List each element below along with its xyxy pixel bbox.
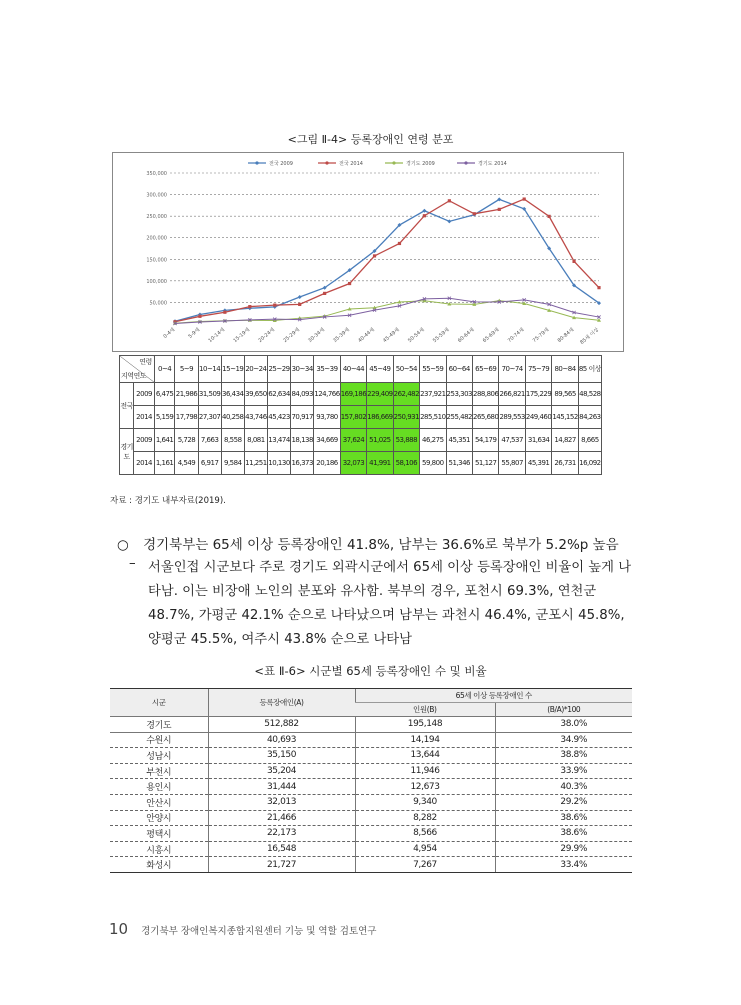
value-cell: 157,802 — [340, 406, 366, 429]
figure-title: <그림 Ⅱ-4> 등록장애인 연령 분포 — [287, 133, 454, 146]
table-row — [110, 826, 632, 842]
table-row — [110, 763, 632, 779]
table-row — [110, 717, 632, 733]
x-tick-label: 85세 이상 — [579, 326, 601, 346]
legend-label: 경기도 2014 — [478, 161, 507, 167]
legend-label: 전국 2014 — [339, 161, 363, 167]
age-header: 35~39 — [314, 356, 340, 383]
cell-ratio: 38.6% — [495, 810, 632, 826]
cell-registered: 16,548 — [208, 841, 355, 857]
cell-ratio: 29.2% — [495, 794, 632, 810]
value-cell: 8,558 — [221, 429, 244, 452]
value-cell: 229,409 — [367, 383, 393, 406]
data-point — [398, 242, 401, 245]
data-point — [423, 214, 426, 217]
age-header: 30~34 — [291, 356, 314, 383]
cell-ratio: 34.9% — [495, 732, 632, 748]
value-cell: 6,475 — [154, 383, 175, 406]
value-cell: 289,553 — [499, 406, 525, 429]
age-header: 0~4 — [154, 356, 175, 383]
header-group: 65세 이상 등록장애인 수 — [355, 689, 632, 703]
value-cell: 37,624 — [340, 429, 366, 452]
legend-label: 경기도 2009 — [406, 161, 435, 167]
data-point — [498, 208, 501, 211]
y-tick-label: 300,000 — [146, 192, 167, 199]
value-cell: 45,391 — [525, 452, 551, 475]
value-cell: 4,549 — [175, 452, 198, 475]
value-cell: 89,565 — [552, 383, 578, 406]
data-point — [572, 260, 575, 263]
x-tick-label: 55-59세 — [431, 326, 451, 344]
x-tick-label: 35-39세 — [332, 326, 351, 344]
table-row — [110, 748, 632, 764]
value-cell: 55,807 — [499, 452, 525, 475]
x-tick-label: 5-9세 — [187, 326, 202, 340]
paragraph-1-text: 경기북부는 65세 이상 등록장애인 41.8%, 남부는 36.6%로 북부가 5.2%p 높음 — [143, 537, 619, 553]
cell-count: 4,954 — [355, 841, 495, 857]
y-tick-label: 250,000 — [146, 214, 167, 221]
value-cell: 51,025 — [367, 429, 393, 452]
cell-count: 12,673 — [355, 779, 495, 795]
value-cell: 93,780 — [314, 406, 340, 429]
x-tick-label: 25-29세 — [282, 326, 301, 344]
value-cell: 186,669 — [367, 406, 393, 429]
age-header: 15~19 — [221, 356, 244, 383]
cell-ratio: 38.8% — [495, 748, 632, 764]
value-cell: 124,766 — [314, 383, 340, 406]
data-point — [448, 199, 451, 202]
value-cell: 6,917 — [198, 452, 221, 475]
data-point — [473, 212, 476, 215]
age-header: 20~24 — [244, 356, 267, 383]
x-tick-label: 40-44세 — [357, 326, 376, 344]
header-ratio: (B/A)*100 — [495, 703, 632, 717]
page-footer — [109, 920, 376, 938]
table-row — [110, 779, 632, 795]
value-cell: 9,584 — [221, 452, 244, 475]
data-point — [523, 197, 526, 200]
value-cell: 13,474 — [267, 429, 290, 452]
value-cell: 84,093 — [291, 383, 314, 406]
value-cell: 8,081 — [244, 429, 267, 452]
legend-label: 전국 2009 — [269, 161, 293, 167]
corner-bottom-label: 지역연도 — [121, 372, 147, 380]
cell-region: 용인시 — [110, 779, 208, 795]
year-cell: 2014 — [134, 452, 154, 475]
value-cell: 54,179 — [472, 429, 498, 452]
data-point — [373, 254, 376, 257]
value-cell: 253,303 — [446, 383, 472, 406]
value-cell: 14,827 — [552, 429, 578, 452]
value-cell: 255,482 — [446, 406, 472, 429]
value-cell: 51,127 — [472, 452, 498, 475]
region-cell: 전국 — [120, 383, 134, 429]
cell-registered: 35,204 — [208, 763, 355, 779]
paragraph-2-text: 서울인접 시군보다 주로 경기도 외곽시군에서 65세 이상 등록장애인 비율이 높게 나타남. 이는 비장애 노인의 분포와 유사함. 북부의 경우, 포천시 69.3%, 연천군 48.7%, 가평군 42.1% 순으로 나타났으며 남부는 과천시 46.4%, 군포시 45.8%, 양평군 45.5%, 여주시 43.8% 순으로 나타남 — [148, 560, 632, 647]
value-cell: 175,229 — [525, 383, 551, 406]
y-tick-label: 200,000 — [146, 235, 167, 242]
value-cell: 266,821 — [499, 383, 525, 406]
value-cell: 16,092 — [578, 452, 601, 475]
x-tick-label: 50-54세 — [407, 326, 426, 344]
age-header: 5~9 — [175, 356, 198, 383]
table-row — [110, 732, 632, 748]
series-line — [175, 298, 599, 323]
x-tick-label: 65-69세 — [481, 326, 501, 344]
value-cell: 262,482 — [393, 383, 419, 406]
age-header: 25~29 — [267, 356, 290, 383]
value-cell: 46,275 — [420, 429, 446, 452]
data-point — [223, 311, 226, 314]
value-cell: 169,186 — [340, 383, 366, 406]
age-header: 65~69 — [472, 356, 498, 383]
age-header: 10~14 — [198, 356, 221, 383]
page-number: 10 — [109, 920, 129, 938]
age-header: 40~44 — [340, 356, 366, 383]
cell-region: 부천시 — [110, 763, 208, 779]
source-note: 자료 : 경기도 내부자료(2019). — [110, 496, 226, 506]
value-cell: 10,130 — [267, 452, 290, 475]
value-cell: 40,258 — [221, 406, 244, 429]
cell-count: 9,340 — [355, 794, 495, 810]
value-cell: 48,528 — [578, 383, 601, 406]
age-header: 70~74 — [499, 356, 525, 383]
value-cell: 11,251 — [244, 452, 267, 475]
senior-disabled-table — [110, 688, 632, 873]
header-count: 인원(B) — [355, 703, 495, 717]
x-tick-label: 70-74세 — [506, 326, 526, 344]
data-point — [298, 303, 301, 306]
cell-ratio: 29.9% — [495, 841, 632, 857]
value-cell: 58,106 — [393, 452, 419, 475]
age-distribution-table — [119, 355, 602, 475]
value-cell: 237,921 — [420, 383, 446, 406]
value-cell: 26,731 — [552, 452, 578, 475]
age-header: 85 이상 — [578, 356, 601, 383]
data-point — [548, 215, 551, 218]
cell-region: 시흥시 — [110, 841, 208, 857]
value-cell: 21,986 — [175, 383, 198, 406]
data-point — [248, 305, 251, 308]
value-cell: 1,641 — [154, 429, 175, 452]
year-cell: 2009 — [134, 429, 154, 452]
cell-region: 안산시 — [110, 794, 208, 810]
y-tick-label: 100,000 — [146, 278, 167, 285]
y-tick-label: 50,000 — [149, 300, 167, 307]
age-header: 80~84 — [552, 356, 578, 383]
value-cell: 249,460 — [525, 406, 551, 429]
value-cell: 288,806 — [472, 383, 498, 406]
data-point — [597, 286, 600, 289]
value-cell: 5,159 — [154, 406, 175, 429]
cell-registered: 21,727 — [208, 857, 355, 873]
value-cell: 45,423 — [267, 406, 290, 429]
bullet-circle: ○ — [117, 537, 129, 553]
age-header: 45~49 — [367, 356, 393, 383]
value-cell: 34,669 — [314, 429, 340, 452]
data-point — [348, 282, 351, 285]
value-cell: 43,746 — [244, 406, 267, 429]
cell-region: 안양시 — [110, 810, 208, 826]
table-row — [110, 794, 632, 810]
value-cell: 145,152 — [552, 406, 578, 429]
cell-registered: 32,013 — [208, 794, 355, 810]
cell-registered: 35,150 — [208, 748, 355, 764]
header-region: 시군 — [110, 689, 208, 717]
value-cell: 51,346 — [446, 452, 472, 475]
age-header: 50~54 — [393, 356, 419, 383]
value-cell: 5,728 — [175, 429, 198, 452]
legend-marker — [325, 161, 328, 164]
value-cell: 265,680 — [472, 406, 498, 429]
cell-ratio: 33.4% — [495, 857, 632, 873]
value-cell: 47,537 — [499, 429, 525, 452]
x-tick-label: 15-19세 — [232, 326, 252, 344]
footer-title: 경기북부 장애인복지종합지원센터 기능 및 역할 검토연구 — [141, 926, 377, 937]
x-tick-label: 0-4세 — [162, 326, 177, 340]
table2-title: <표 Ⅱ-6> 시군별 65세 등록장애인 수 및 비율 — [254, 664, 487, 678]
year-cell: 2014 — [134, 406, 154, 429]
value-cell: 250,931 — [393, 406, 419, 429]
header-registered: 등록장애인(A) — [208, 689, 355, 717]
value-cell: 84,263 — [578, 406, 601, 429]
value-cell: 285,510 — [420, 406, 446, 429]
value-cell: 41,991 — [367, 452, 393, 475]
cell-registered: 21,466 — [208, 810, 355, 826]
cell-ratio: 38.6% — [495, 826, 632, 842]
value-cell: 7,663 — [198, 429, 221, 452]
cell-registered: 40,693 — [208, 732, 355, 748]
cell-count: 8,566 — [355, 826, 495, 842]
cell-region: 평택시 — [110, 826, 208, 842]
series-line — [175, 199, 599, 321]
x-tick-label: 20-24세 — [257, 326, 277, 344]
region-cell: 경기도 — [120, 429, 134, 475]
value-cell: 36,434 — [221, 383, 244, 406]
value-cell: 53,888 — [393, 429, 419, 452]
cell-region: 경기도 — [110, 717, 208, 733]
x-tick-label: 60-64세 — [456, 326, 476, 344]
value-cell: 59,800 — [420, 452, 446, 475]
x-tick-label: 10-14세 — [207, 326, 227, 344]
value-cell: 18,138 — [291, 429, 314, 452]
value-cell: 70,917 — [291, 406, 314, 429]
data-point — [198, 315, 201, 318]
year-cell: 2009 — [134, 383, 154, 406]
cell-count: 195,148 — [355, 717, 495, 733]
value-cell: 20,186 — [314, 452, 340, 475]
x-tick-label: 45-49세 — [382, 326, 401, 344]
value-cell: 8,665 — [578, 429, 601, 452]
data-point — [323, 292, 326, 295]
cell-registered: 31,444 — [208, 779, 355, 795]
value-cell: 16,373 — [291, 452, 314, 475]
cell-count: 13,644 — [355, 748, 495, 764]
x-tick-label: 30-34세 — [307, 326, 326, 344]
age-header: 75~79 — [525, 356, 551, 383]
legend-marker — [392, 161, 395, 164]
legend-marker — [255, 161, 258, 164]
value-cell: 31,634 — [525, 429, 551, 452]
table-row — [110, 810, 632, 826]
y-tick-label: 350,000 — [146, 171, 167, 177]
cell-ratio: 40.3% — [495, 779, 632, 795]
dash-marker: – — [129, 556, 136, 571]
value-cell: 32,073 — [340, 452, 366, 475]
series-line — [175, 199, 599, 322]
value-cell: 17,798 — [175, 406, 198, 429]
legend-marker — [464, 161, 467, 164]
age-header: 55~59 — [420, 356, 446, 383]
cell-count: 7,267 — [355, 857, 495, 873]
paragraph-north-south — [117, 533, 619, 553]
cell-region: 수원시 — [110, 732, 208, 748]
value-cell: 1,161 — [154, 452, 175, 475]
data-point — [273, 304, 276, 307]
table-row — [110, 841, 632, 857]
x-tick-label: 75-79세 — [531, 326, 551, 344]
line-chart — [112, 152, 624, 352]
corner-top-label: 연령 — [139, 358, 152, 366]
cell-ratio: 38.0% — [495, 717, 632, 733]
y-tick-label: 150,000 — [146, 257, 167, 264]
cell-count: 14,194 — [355, 732, 495, 748]
cell-registered: 22,173 — [208, 826, 355, 842]
value-cell: 45,351 — [446, 429, 472, 452]
value-cell: 39,650 — [244, 383, 267, 406]
cell-ratio: 33.9% — [495, 763, 632, 779]
value-cell: 27,307 — [198, 406, 221, 429]
cell-registered: 512,882 — [208, 717, 355, 733]
cell-count: 8,282 — [355, 810, 495, 826]
x-tick-label: 80-84세 — [556, 326, 576, 344]
value-cell: 31,509 — [198, 383, 221, 406]
table-row — [110, 857, 632, 873]
corner-cell — [120, 356, 155, 383]
cell-region: 성남시 — [110, 748, 208, 764]
age-header: 60~64 — [446, 356, 472, 383]
value-cell: 62,634 — [267, 383, 290, 406]
line-chart-svg — [113, 153, 623, 351]
data-point — [447, 219, 451, 223]
cell-count: 11,946 — [355, 763, 495, 779]
data-point — [298, 295, 302, 299]
cell-region: 화성시 — [110, 857, 208, 873]
